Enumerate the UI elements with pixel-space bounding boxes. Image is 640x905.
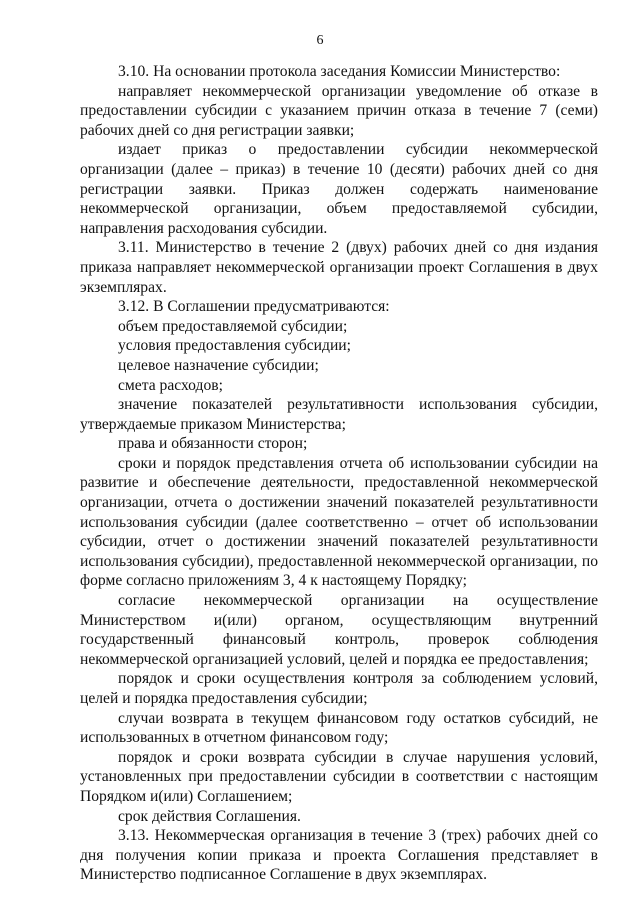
paragraph-3-11: 3.11. Министерство в течение 2 (двух) рабочих дней со дня издания приказа направляет некоммерческой организации проект Соглашения в двух экземплярах.	[80, 239, 598, 296]
list-item-refund-procedure: порядок и сроки возврата субсидии в случае нарушения условий, установленных при предоставлении субсидии в соответствии с настоящим Порядком и(или) Соглашением;	[80, 748, 598, 805]
page-number: 6	[316, 33, 324, 48]
list-item-term: срок действия Соглашения.	[118, 807, 301, 825]
list-item-budget: смета расходов;	[118, 376, 223, 394]
paragraph-3-10: 3.10. На основании протокола заседания Комиссии Министерство:	[118, 63, 561, 80]
paragraph-3-13: 3.13. Некоммерческая организация в течение 3 (трех) рабочих дней со дня получения копии приказа и проекта Соглашения представляет в Министерство подписанное Соглашение в двух экземплярах.	[80, 827, 598, 884]
list-item-control-consent: согласие некоммерческой организации на осуществление Министерством и(или) органом, осуществляющим внутренний государственный финансовый контроль, проверок соблюдения некоммерческой организацией условий, целей и порядка ее предоставления;	[80, 592, 598, 668]
list-item-rights-obligations: права и обязанности сторон;	[118, 435, 308, 453]
list-item-refund-cases: случаи возврата в текущем финансовом году остатков субсидий, не использованных в отчетном финансовом году;	[80, 709, 598, 747]
list-item-performance-indicators: значение показателей результативности использования субсидии, утверждаемые приказом Министерства;	[80, 396, 598, 433]
list-item-reporting: сроки и порядок представления отчета об использовании субсидии на развитие и обеспечение деятельности, предоставленной некоммерческой организации, отчета о достижении значений показателей результативности использования субсидии (далее соответственно – отчет об использовании субсидии, отчет о достижении значений показателей результативности использования субсидии), предоставленной некоммерческой организации, по форме согласно приложениям 3, 4 к настоящему Порядку;	[80, 454, 598, 590]
document-body	[80, 62, 598, 885]
paragraph-3-12: 3.12. В Соглашении предусматриваются:	[118, 298, 390, 316]
list-item-subsidy-volume: объем предоставляемой субсидии;	[118, 317, 348, 335]
list-item-conditions: условия предоставления субсидии;	[118, 337, 351, 355]
list-item-purpose: целевое назначение субсидии;	[118, 356, 319, 374]
paragraph-refusal-notice: направляет некоммерческой организации уведомление об отказе в предоставлении субсидии с указанием причин отказа в течение 7 (семи) рабочих дней со дня регистрации заявки;	[80, 82, 598, 139]
paragraph-order: издает приказ о предоставлении субсидии некоммерческой организации (далее – приказ) в течение 10 (десяти) рабочих дней со дня регистрации заявки. Приказ должен содержать наименование некоммерческой организации, объем предоставляемой субсидии, направления расходования субсидии.	[80, 141, 598, 237]
list-item-control-procedure: порядок и сроки осуществления контроля за соблюдением условий, целей и порядка предоставления субсидии;	[80, 670, 598, 707]
